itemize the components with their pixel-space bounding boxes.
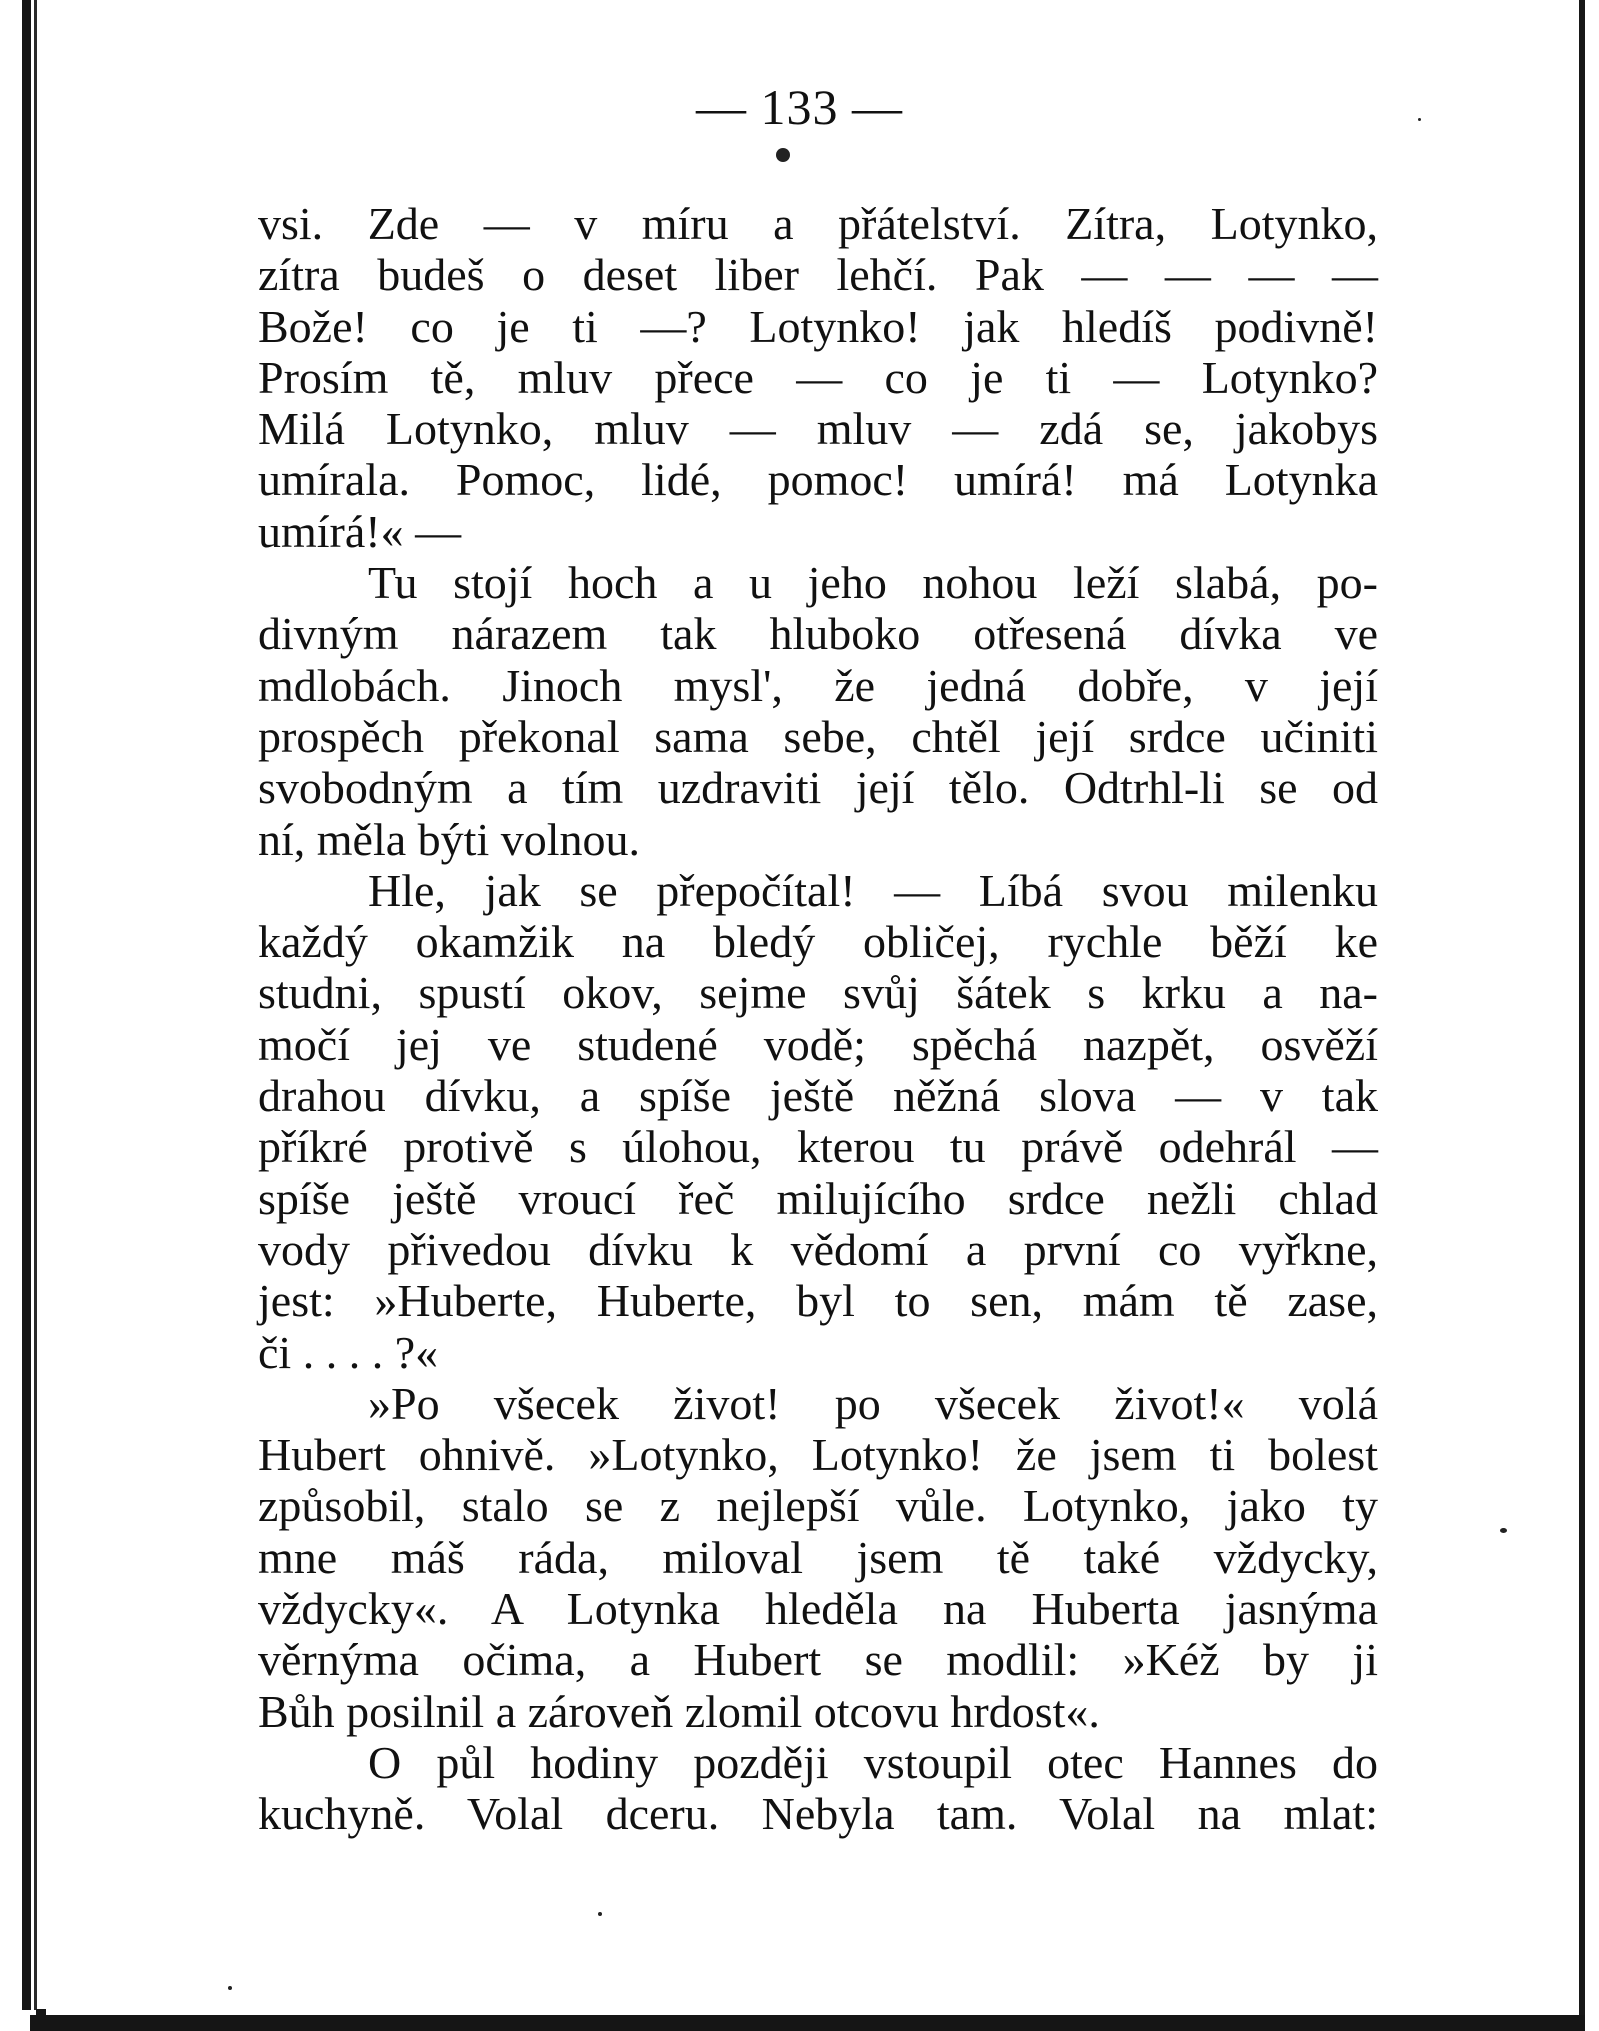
text-line: divným nárazem tak hluboko otřesená dívka ve <box>258 608 1378 660</box>
text-line: vody přivedou dívku k vědomí a první co vyřkne, <box>258 1223 1378 1275</box>
body-text <box>258 198 1378 1840</box>
text-line: ní, měla býti volnou. <box>258 813 641 865</box>
text-line: O půl hodiny později vstoupil otec Hannes do <box>368 1736 1378 1788</box>
text-line: či . . . . ?« <box>258 1326 439 1378</box>
text-line: studni, spustí okov, sejme svůj šátek s krku a na- <box>258 967 1378 1019</box>
text-line: Tu stojí hoch a u jeho nohou leží slabá, po- <box>368 557 1378 609</box>
text-line: Hle, jak se přepočítal! — Líbá svou milenku <box>368 864 1378 916</box>
text-line: drahou dívku, a spíše ještě něžná slova — v tak <box>258 1070 1378 1122</box>
text-line: močí jej ve studené vodě; spěchá nazpět, osvěží <box>258 1018 1378 1070</box>
ink-speck <box>776 148 790 162</box>
text-line: svobodným a tím uzdraviti její tělo. Odtrhl-li se od <box>258 762 1378 814</box>
text-line: Prosím tě, mluv přece — co je ti — Lotynko? <box>258 351 1378 403</box>
text-line: každý okamžik na bledý obličej, rychle běží ke <box>258 916 1378 968</box>
page-number: — 133 — <box>696 79 903 135</box>
text-line: příkré protivě s úlohou, kterou tu právě odehrál — <box>258 1121 1378 1173</box>
dust-speck <box>1500 1528 1507 1533</box>
text-line: vsi. Zde — v míru a přátelství. Zítra, Lotynko, <box>258 198 1378 249</box>
text-line: prospěch překonal sama sebe, chtěl její srdce učiniti <box>258 710 1378 762</box>
dust-speck <box>598 1912 602 1916</box>
text-line: kuchyně. Volal dceru. Nebyla tam. Volal na mlat: <box>258 1788 1378 1840</box>
scan-edge-left-inner <box>34 0 37 2010</box>
text-line: způsobil, stalo se z nejlepší vůle. Lotynko, jako ty <box>258 1480 1378 1532</box>
scan-edge-right <box>1579 0 1585 2031</box>
text-line: mne máš ráda, miloval jsem tě také vždycky, <box>258 1531 1378 1583</box>
text-line: vždycky«. A Lotynka hleděla na Huberta jasnýma <box>258 1583 1378 1635</box>
text-line: mdlobách. Jinoch mysl', že jedná dobře, v její <box>258 659 1378 711</box>
text-line: věrnýma očima, a Hubert se modlil: »Kéž by ji <box>258 1634 1378 1686</box>
text-line: umírala. Pomoc, lidé, pomoc! umírá! má Lotynka <box>258 454 1378 506</box>
text-line: zítra budeš o deset liber lehčí. Pak — — — — <box>258 249 1378 301</box>
text-line: Hubert ohnivě. »Lotynko, Lotynko! že jsem ti bolest <box>258 1429 1378 1481</box>
text-line: Milá Lotynko, mluv — mluv — zdá se, jakobys <box>258 403 1378 455</box>
text-line: umírá!« — <box>258 505 462 557</box>
scan-edge-bottom <box>30 2015 1585 2031</box>
text-line: jest: »Huberte, Huberte, byl to sen, mám tě zase, <box>258 1275 1378 1327</box>
scan-edge-left <box>22 0 31 2010</box>
text-line: »Po všecek život! po všecek život!« volá <box>368 1377 1378 1429</box>
dust-speck <box>228 1986 232 1990</box>
text-line: Bůh posilnil a zároveň zlomil otcovu hrdost«. <box>258 1685 1100 1737</box>
scan-mark <box>36 2009 46 2015</box>
text-line: Bože! co je ti —? Lotynko! jak hledíš podivně! <box>258 300 1378 352</box>
text-line: spíše ještě vroucí řeč milujícího srdce nežli chlad <box>258 1172 1378 1224</box>
